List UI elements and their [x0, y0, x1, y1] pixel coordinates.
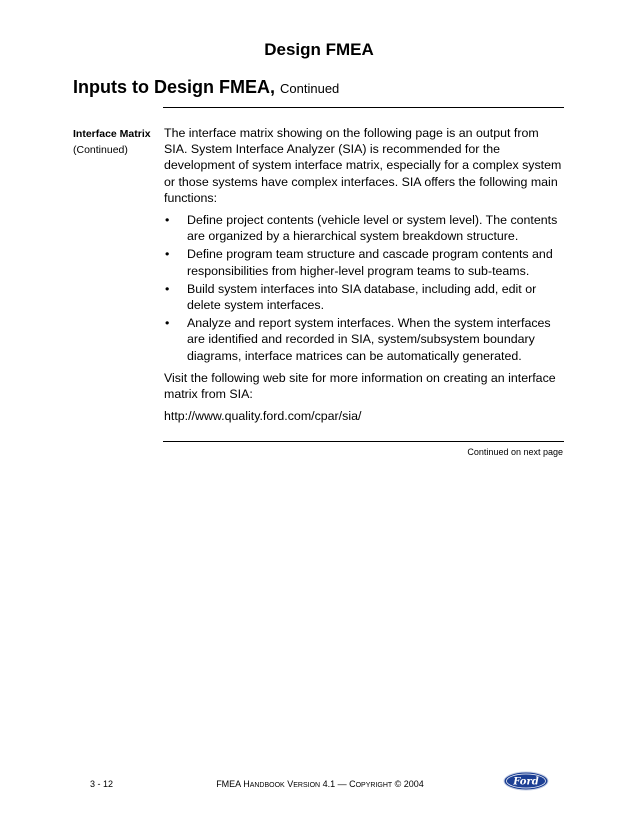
section-title-text: Inputs to Design FMEA,	[73, 77, 275, 97]
list-item-text: Build system interfaces into SIA database, including add, edit or delete system interfaces.	[187, 281, 537, 313]
side-label	[73, 126, 151, 158]
intro-paragraph: The interface matrix showing on the following page is an output from SIA. System Interface Analyzer (SIA) is recommended for the development of system interface matrix, especially for a complex system or those systems have complex interfaces. SIA offers the following main functions:	[164, 126, 562, 205]
list-item	[164, 212, 564, 244]
bullet-icon: •	[165, 213, 170, 228]
list-item-text: Define program team structure and cascade program contents and responsibilities from higher-level program teams to sub-teams.	[187, 247, 553, 278]
side-label-title: Interface Matrix	[73, 128, 151, 140]
list-item-text: Define project contents (vehicle level or system level). The contents are organized by a hierarchical system breakdown structure.	[187, 213, 558, 244]
section-title	[73, 77, 339, 98]
visit-paragraph: Visit the following web site for more information on creating an interface matrix from SIA:	[164, 370, 556, 402]
continued-note: Continued on next page	[467, 447, 563, 457]
page-header-title: Design FMEA	[264, 40, 374, 59]
ford-logo-text: Ford	[513, 776, 539, 788]
bullet-icon: •	[165, 281, 170, 296]
section-continued-label: Continued	[280, 81, 340, 96]
footer-handbook-copyright	[200, 779, 440, 789]
list-item-text: Analyze and report system interfaces. When the system interfaces are identified and recorded in SIA, system/subsystem boundary diagrams, interface matrices can be automatically generated.	[187, 316, 551, 363]
list-item	[164, 315, 564, 364]
bullet-icon: •	[165, 247, 170, 262]
bottom-divider	[163, 441, 564, 442]
footer-text-part: V	[284, 779, 294, 789]
page-number: 3 - 12	[90, 779, 114, 789]
footer-text-part: 4.1 — C	[320, 779, 356, 789]
side-label-subtitle: (Continued)	[73, 144, 128, 156]
list-item	[164, 246, 564, 278]
footer-text-part: ERSION	[293, 782, 321, 789]
function-list	[164, 212, 564, 364]
sia-url-link[interactable]: http://www.quality.ford.com/cpar/sia/	[164, 409, 362, 424]
body-content	[164, 125, 564, 430]
footer-text-part: © 2004	[392, 779, 424, 789]
footer-text-part: OPYRIGHT	[355, 782, 393, 789]
ford-logo-icon	[503, 771, 549, 791]
footer-text-part: FMEA H	[216, 779, 250, 789]
top-divider	[163, 107, 564, 108]
bullet-icon: •	[165, 316, 170, 331]
footer-text-part: ANDBOOK	[249, 782, 285, 789]
list-item	[164, 281, 564, 313]
